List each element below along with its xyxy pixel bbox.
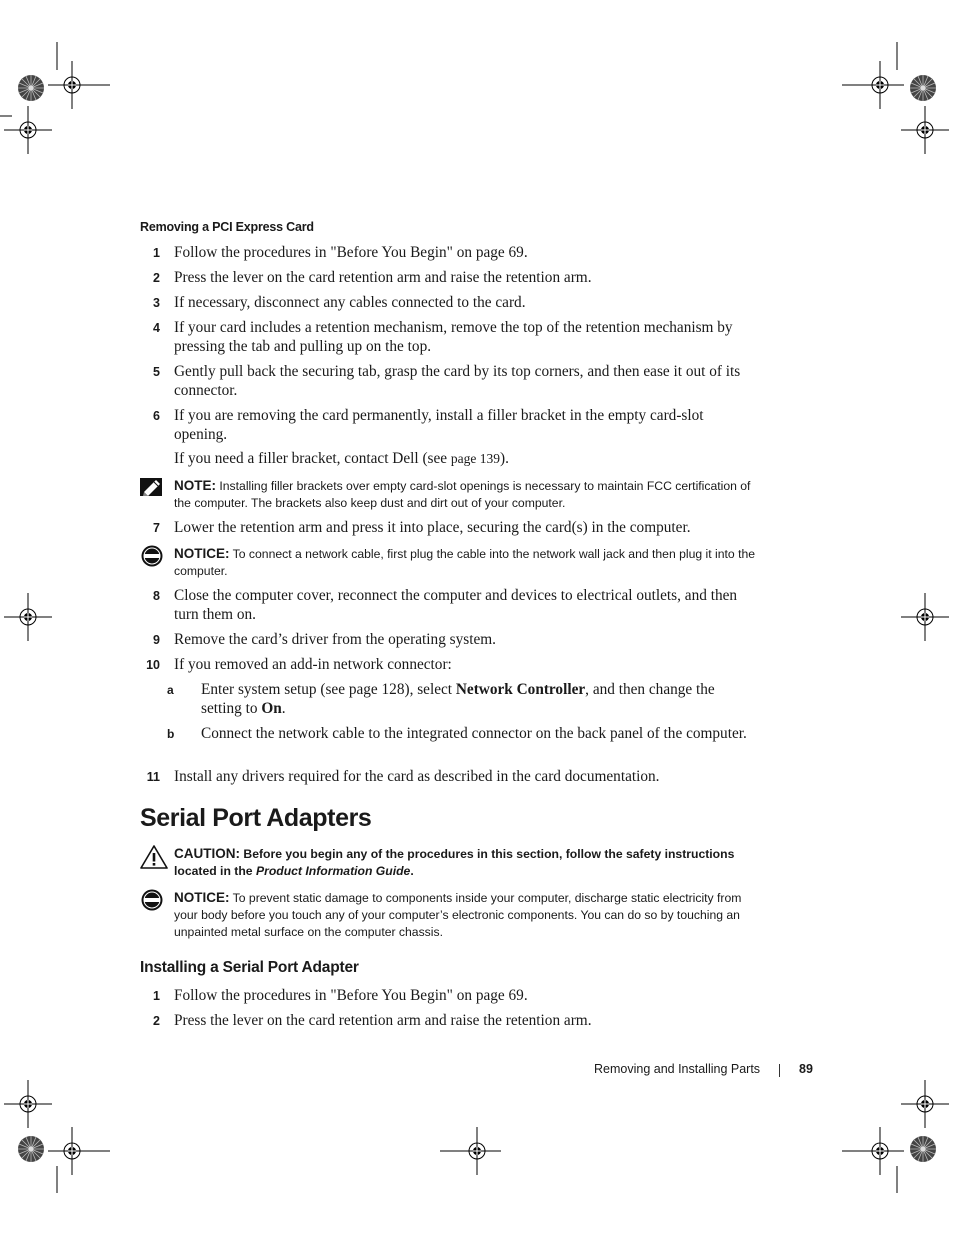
step-item [140,293,760,312]
notice-text: To prevent static damage to components inside your computer, discharge static electricity from your body before you touch any of your computer’s electronic components. You can do so by touching an unpainted metal surface on the computer chassis. [174,891,742,939]
step-number: 10 [146,658,160,672]
step-number: 11 [146,770,160,784]
notice-label: NOTICE: [174,546,230,561]
step-text: Follow the procedures in "Before You Begin" on page 69. [174,244,528,261]
step-number: 9 [153,633,160,647]
step-text: If you are removing the card permanently, install a filler bracket in the empty card-slot opening. [174,407,704,443]
registration-mark-icon [4,106,52,154]
step-number: 8 [153,589,160,603]
caution-triangle-icon [140,845,168,874]
step-item [140,1011,760,1030]
color-disc-icon [910,1136,936,1162]
step-text: If you removed an add-in network connector: [174,656,452,673]
footer-chapter-title: Removing and Installing Parts [594,1062,761,1076]
notice-stop-icon [140,545,164,572]
step-item [140,406,760,444]
step-number: 1 [153,989,160,1003]
step-text: If necessary, disconnect any cables connected to the card. [174,294,526,311]
step-item [140,318,760,356]
color-disc-icon [18,75,44,101]
step-item [140,655,760,674]
section-subheading-removing: Removing a PCI Express Card [140,220,314,234]
color-disc-icon [910,75,936,101]
step-item [140,518,760,537]
substep-text: Connect the network cable to the integrated connector on the back panel of the computer. [201,725,747,742]
step-text: Gently pull back the securing tab, grasp the card by its top corners, and then ease it out of its connector. [174,363,741,399]
setting-value-on: On [261,700,282,717]
step-number: 2 [153,1014,160,1028]
note-box [140,477,760,512]
step-number: 2 [153,271,160,285]
caution-label: CAUTION: [174,846,240,861]
filler-bracket-end: ). [500,450,509,467]
section-subheading-installing: Installing a Serial Port Adapter [140,959,359,976]
caution-end: . [410,864,414,878]
step-number: 7 [153,521,160,535]
step-text: Press the lever on the card retention arm and raise the retention arm. [174,269,592,286]
registration-mark-icon [4,1080,52,1128]
step-number: 3 [153,296,160,310]
step-item [140,362,760,400]
notice-box [140,889,760,941]
pencil-note-icon [140,477,164,502]
step-number: 6 [153,409,160,423]
substep-item [167,724,757,743]
notice-label: NOTICE: [174,890,230,905]
step-text: Remove the card’s driver from the operating system. [174,631,496,648]
registration-mark-icon [453,1127,501,1175]
registration-mark-icon [901,593,949,641]
step-text: If your card includes a retention mechanism, remove the top of the retention mechanism by pressing the tab and pulling up on the top. [174,319,733,355]
note-text: Installing filler brackets over empty card-slot openings is necessary to maintain FCC certification of the computer. The brackets also keep dust and dirt out of your computer. [174,479,751,510]
section-title-serial-port-adapters: Serial Port Adapters [140,804,372,832]
registration-mark-icon [901,1080,949,1128]
step-item [140,986,760,1005]
step-text: Close the computer cover, reconnect the computer and devices to electrical outlets, and then turn them on. [174,587,738,623]
notice-text: To connect a network cable, first plug the cable into the network wall jack and then plug it into the computer. [174,547,756,578]
filler-bracket-paragraph [174,449,509,468]
product-information-guide: Product Information Guide [255,864,411,878]
page-number: 89 [799,1062,813,1076]
substep-text: , and then change the setting to [201,681,715,717]
substep-letter: b [167,727,175,741]
step-text: Follow the procedures in "Before You Begin" on page 69. [174,987,528,1004]
notice-stop-icon [140,889,164,916]
footer-divider [779,1064,780,1077]
step-item [140,586,760,624]
notice-box [140,545,760,580]
step-number: 1 [153,246,160,260]
step-number: 5 [153,365,160,379]
registration-mark-icon [4,593,52,641]
substep-item [167,680,757,718]
step-number: 4 [153,321,160,335]
substep-letter: a [167,683,174,697]
caution-box [140,845,760,880]
step-item [140,767,760,786]
step-text: Install any drivers required for the card as described in the card documentation. [174,768,660,785]
registration-mark-icon [901,106,949,154]
note-label: NOTE: [174,478,216,493]
step-item [140,630,760,649]
caution-text: Before you begin any of the procedures in this section, follow the safety instructions located in the [174,847,735,878]
filler-bracket-text: If you need a filler bracket, contact Dell (see [174,450,451,467]
step-text: Lower the retention arm and press it into place, securing the card(s) in the computer. [174,519,691,536]
step-item [140,243,760,262]
step-item [140,268,760,287]
page-reference-link[interactable]: page 139 [450,451,501,466]
substep-text: . [281,700,286,717]
step-text: Press the lever on the card retention arm and raise the retention arm. [174,1012,592,1029]
substep-text: Enter system setup (see page 128), select [201,681,456,698]
color-disc-icon [18,1136,44,1162]
menu-item-network-controller: Network Controller [455,681,586,698]
